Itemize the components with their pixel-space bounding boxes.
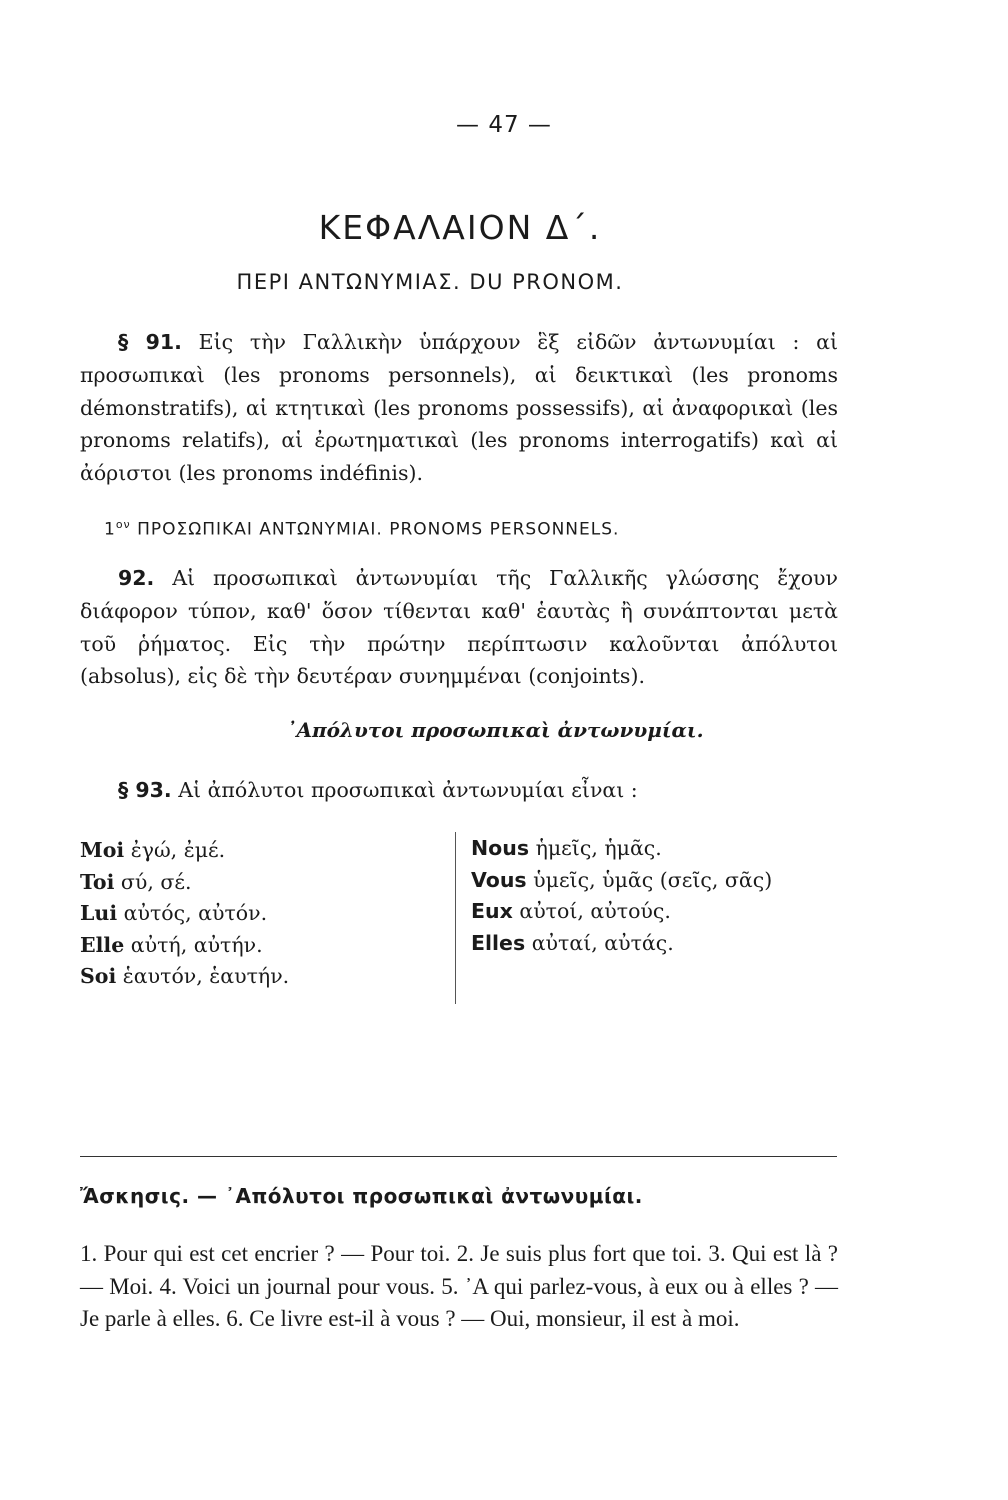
section-number-suffix: ον: [115, 518, 131, 531]
pronoun-item: [80, 835, 289, 867]
pronoun-french: Toi: [80, 869, 115, 894]
chapter-title: ΚΕΦΑΛΑΙΟΝ Δ΄.: [318, 208, 602, 247]
pronoun-greek: ἡμεῖς, ἡμᾶς.: [535, 836, 662, 860]
pronoun-item: [471, 928, 772, 960]
pronoun-french: Moi: [80, 838, 125, 862]
column-divider: [455, 832, 456, 1004]
pronoun-greek: αὐτοί, αὐτούς.: [519, 899, 671, 923]
section-number: 1: [104, 519, 116, 540]
pronoun-french: Soi: [80, 964, 117, 988]
chapter-subtitle: ΠΕΡΙ ΑΝΤΩΝΥΜΙΑΣ. DU PRONOM.: [236, 270, 624, 294]
pronoun-item: [80, 930, 289, 962]
pronoun-list-singular: [80, 835, 289, 993]
pronoun-item: [80, 898, 289, 930]
paragraph-93: [80, 774, 838, 807]
section-heading-personal-pronouns: [104, 518, 619, 540]
horizontal-rule: [80, 1156, 837, 1157]
pronoun-french: Nous: [471, 836, 530, 860]
paragraph-91: [80, 326, 838, 490]
pronoun-item: [80, 961, 289, 993]
pronoun-french: Elles: [471, 930, 526, 955]
pronoun-greek: αὐταί, αὐτάς.: [531, 930, 674, 955]
pronoun-greek: ὑμεῖς, ὑμᾶς (σεῖς, σᾶς): [533, 867, 773, 892]
page-number: — 47 —: [456, 112, 552, 138]
section-marker-92: 92.: [118, 566, 155, 590]
pronoun-french: Eux: [471, 899, 513, 923]
pronoun-greek: ἐγώ, ἐμέ.: [130, 838, 226, 862]
paragraph-93-text: Αἱ ἀπόλυτοι προσωπικαὶ ἀντωνυμίαι εἶναι :: [178, 778, 638, 802]
pronoun-list-plural: [471, 833, 772, 959]
paragraph-92-text: Αἱ προσωπικαὶ ἀντωνυμίαι τῆς Γαλλικῆς γλώσσης ἔχουν διάφορον τύπον, καθ' ὅσον τίθενται καθ' ἑαυτὰς ἢ συνάπτονται μετὰ τοῦ ῥήματος. Εἰς τὴν πρώτην περίπτωσιν καλοῦνται ἀπόλυτοι (absolus), εἰς δὲ τὴν δευτέραν συνημμέναι (conjoints).: [80, 566, 838, 689]
section-marker-91: § 91.: [118, 330, 182, 354]
pronoun-greek: αὐτός, αὐτόν.: [123, 901, 268, 925]
pronoun-greek: σύ, σέ.: [120, 869, 192, 894]
pronoun-french: Vous: [471, 867, 527, 892]
pronoun-french: Lui: [80, 901, 118, 925]
section-title: ΠΡΟΣΩΠΙΚΑΙ ΑΝΤΩΝΥΜΙΑΙ. PRONOMS PERSONNELS.: [137, 519, 620, 540]
pronoun-item: [80, 867, 289, 899]
section-marker-93: § 93.: [118, 778, 172, 802]
paragraph-92: [80, 562, 838, 693]
paragraph-91-text: Εἰς τὴν Γαλλικὴν ὑπάρχουν ἓξ εἰδῶν ἀντωνυμίαι : αἱ προσωπικαὶ (les pronoms personnels), αἱ δεικτικαὶ (les pronoms démonstratifs), αἱ κτητικαὶ (les pronoms possessifs), αἱ ἀναφορικαὶ (les pronoms relatifs), αἱ ἐρωτηματικαὶ (les pronoms interrogatifs) καὶ αἱ ἀόριστοι (les pronoms indéfinis).: [80, 330, 838, 486]
pronoun-item: [471, 896, 772, 928]
pronoun-greek: αὐτή, αὐτήν.: [130, 932, 263, 957]
pronoun-item: [471, 865, 772, 897]
exercise-text: 1. Pour qui est cet encrier ? — Pour toi. 2. Je suis plus fort que toi. 3. Qui est là ? — Moi. 4. Voici un journal pour vous. 5. ᾿A qui parlez-vous, à eux ou à elles ? —Je parle à elles. 6. Ce livre est-il à vous ? — Oui, monsieur, il est à moi.: [80, 1241, 838, 1332]
pronoun-french: Elle: [80, 932, 125, 957]
pronoun-item: [471, 833, 772, 865]
exercise-heading: Ἄσκησις. — ᾿Απόλυτοι προσωπικαὶ ἀντωνυμίαι.: [80, 1184, 643, 1208]
pronoun-greek: ἑαυτόν, ἑαυτήν.: [122, 964, 290, 988]
subheading-absolute-pronouns: ᾿Απόλυτοι προσωπικαὶ ἀντωνυμίαι.: [286, 718, 704, 742]
